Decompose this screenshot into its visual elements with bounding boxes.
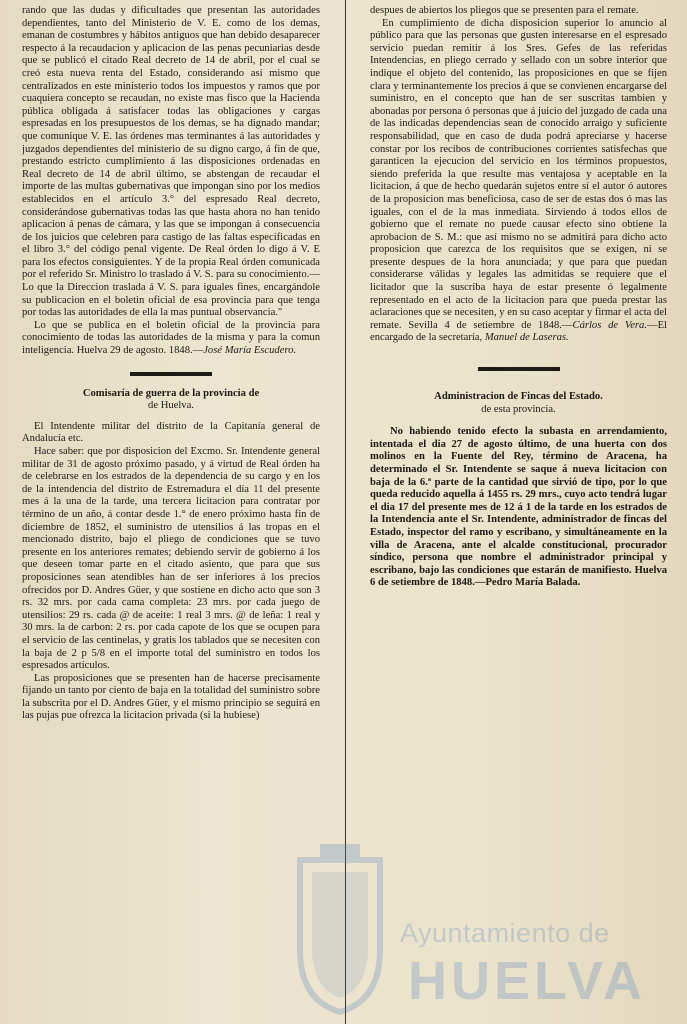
- fincas-notice-text: No habiendo tenido efecto la subasta en arrendamiento, intentada el dia 27 de agosto último, de una huerta con dos molinos en la Fuente del Rey, término de Aracena, ha determinado el Sr. Intendente se saque á nueva licitacion con baja de la 6.ª parte de la cantidad que sirvió de tipo, por lo que queda reducido aquella á 1455 rs. 29 mrs., cuyo acto tendrá lugar el dia 17 del presente mes de 12 á 1 de la tarde en los estrados de la Intendencia ante el Sr. Intendente, administrador de fincas del Estado, inspector del ramo y escribano, y simultáneamente en la villa de Aracena, ante el alcalde constitucional, procurador síndico, persona que nombre el administrador principal y escribano, bajo las condiciones que estarán de manifiesto. Huelva 6 de setiembre de 1848.—: [370, 426, 667, 589]
- encargado-text: —El encargado de la secretaría,: [370, 319, 667, 344]
- watermark-line2: HUELVA: [408, 951, 646, 1011]
- proposiciones-paragraph: Las proposiciones que se presenten han de hacerse precisamente fijando un tanto por ciento de baja en la totalidad del suministro sobre la subscrita por el D. Andres Güer, y el mismo principio se seguirá en las pujas pue ofrezca la licitacion privada (si la hubiese): [22, 672, 320, 722]
- signature-laseras: Manuel de Laseras.: [484, 332, 569, 344]
- fincas-notice: [370, 426, 667, 590]
- cumplimiento-text: En cumplimiento de dicha disposicion superior lo anuncio al público para que las personas que gusten interesarse en el espresado servicio puedan remitir á los Sres. Gefes de las referidas Intendencias, en pliego cerrado y sellado con un sobre interior que indique el objeto del contenido, las proposiciones en que se fijen clara y terminantemente los precios á que se convienen encargarse del suministro, en el concepto que han de ser suscritas tambien y abonadas por persona ó personas que á juicio del juzgado de cada una de las indicadas dependencias sean de conocido arraigo y suficiente responsabilidad, que en caso de duda podrá apreciarse y hacerse constar por los recibos de contribuciones corrientes satisfechas que garanticen la ejecucion del servicio en los términos propuestos, siendo preferida la que resulte mas ventajosa y aceptable en la licitacion, á que de hecho quedarán sujetos entre sí el autor ó autores de la proposicion mas beneficiosa, caso de ser de estas dos ó mas las iguales, con el de la mas inmediata. Sirviendo á todos ellos de gobierno que el remate no puede causar efecto sino obtiene la aprobacion de S. M.: que así mismo no se admitirá para dicho acto proposicion que carezca de los requisitos que se exigen, ni se presente despues de la hora anunciada; y que para que puedan considerarse válidas y legales las admitidas se requiere que el licitador que la suscriba haya de estar presente ó legalmente representado en el acto de la licitacion para que pueda prestar las aclaraciones que se necesiten, y en su caso aceptar y firmar el acta del remate. Sevilla 4 de setiembre de 1848.—: [370, 17, 667, 331]
- hace-saber-paragraph: Hace saber: que por disposicion del Excmo. Sr. Intendente general militar de 31 de agosto próximo pasado, y á virtud de Real órden ha de celebrarse en los estrados de la dependencia de su cargo y en los de la intendencia del distrito de Estremadura el día 11 del presente mes á la una de la tarde, una tercera licitacion para contratar por término de un año, á contar desde 1.° de enero próximo hasta fin de diciembre de 1852, el suministro de utensilios á las tropas en el mencionado distrito, bajo el pliego de condiciones que se tuvo presente en los anteriores remates; debiendo servir de gobierno á los que deseen tomar parte en el citado asiento, que para que sus proposiciones sean atendibles han de ser inferiores á los precios ofrecidos por D. Andres Güer, y que sostiene en dicho acto que son 3 rs. 32 mrs. por cada cama completa: 23 mrs. por cada juego de utensilios: 29 rs. cada @ de aceite: 1 real 3 mrs. @ de leña: 1 real y 30 mrs. la de carbon: 2 rs. por cada capote de los que se ocupen para el servicio de las centinelas, y gratis los tablados que se necesiten con la baja de 2 p 5/8 en el importe total del suministro en todos los espresados artículos.: [22, 446, 320, 672]
- section-divider-left: [130, 372, 212, 376]
- watermark-line1: Ayuntamiento de: [400, 918, 610, 948]
- cumplimiento-paragraph: [370, 18, 667, 345]
- signature-escudero: José María Escudero.: [203, 345, 297, 357]
- comisaria-subheading: de Huelva.: [148, 400, 194, 412]
- column-divider: [345, 0, 346, 1024]
- left-paragraph-continued: rando que las dudas y dificultades que presentan las autoridades dependientes, tanto del Ministerio de V. E. como de los demas, emanan de costumbres y hábitos antiguos que han debido desaparecer respecto á la recaudacion y aplicacion de las penas pecuniarias desde que se publicó el citado Real decreto de 14 de abril, por el cual se creó esta nueva renta del Estado, considerando así mismo que centralizados en este ministerio todos los impuestos y ramos que por cuaquiera concepto se recaudan, no existe mas fisco que la Hacienda pública obligada á satisfacer todas las obligaciones y cargas espresadas en los presupuestos de los demas, se ha dignado mandar; que comunique V. E. las órdenes mas terminantes á las autoridades y juzgados dependientes del ministerio de su digno cargo, á fin de que, prestando estricto cumplimiento á las disposiciones ordenadas en Real decreto de 14 de abril último, se abstengan de recaudar el importe de las multas gubernativas que impongan sino por los medios establecidos en el artículo 3.° del espresado Real decreto, considerándose gubernativas todas las que hasta ahora no han tenido aplicacion á penas de cámara, y las que se impongan á consecuencia de los juicios que celebren para castigo de las faltas especificadas en el libro 3.° del código penal vigente. De Real órden lo digo á V. E para los efectos consiguientes. Y de la propia Real órden comunicada por el referido Sr. Ministro lo traslado á V. S. para su conocimiento.—Lo que la Direccion traslada á V. S. para iguales fines, encargándole su publicacion en el boletin oficial de esa provincia para que tenga por todas las autoridades de ella la mas puntual observancia.": [22, 5, 320, 319]
- left-column: [22, 0, 320, 1024]
- comisaria-heading: Comisaría de guerra de la provincia de: [82, 387, 260, 399]
- signature-balada: Pedro María Balada.: [485, 577, 581, 589]
- right-paragraph-continued: despues de abiertos los pliegos que se presenten para el remate.: [370, 5, 639, 16]
- publication-text: Lo que se publica en el boletin oficial de la provincia para conocimiento de todas las autoridades de la misma y para la comun inteligencia. Huelva 29 de agosto. 1848.—: [22, 319, 320, 357]
- publication-paragraph: [22, 320, 320, 358]
- signature-vera: Cárlos de Vera.: [572, 319, 647, 331]
- fincas-subheading: de esta provincia.: [481, 403, 556, 415]
- fincas-heading: Administracion de Fincas del Estado.: [434, 391, 603, 403]
- right-column: [370, 0, 667, 1024]
- intendente-line: El Intendente militar del distrito de la Capitanía general de Andalucía etc.: [22, 420, 320, 445]
- section-divider-right: [478, 367, 560, 371]
